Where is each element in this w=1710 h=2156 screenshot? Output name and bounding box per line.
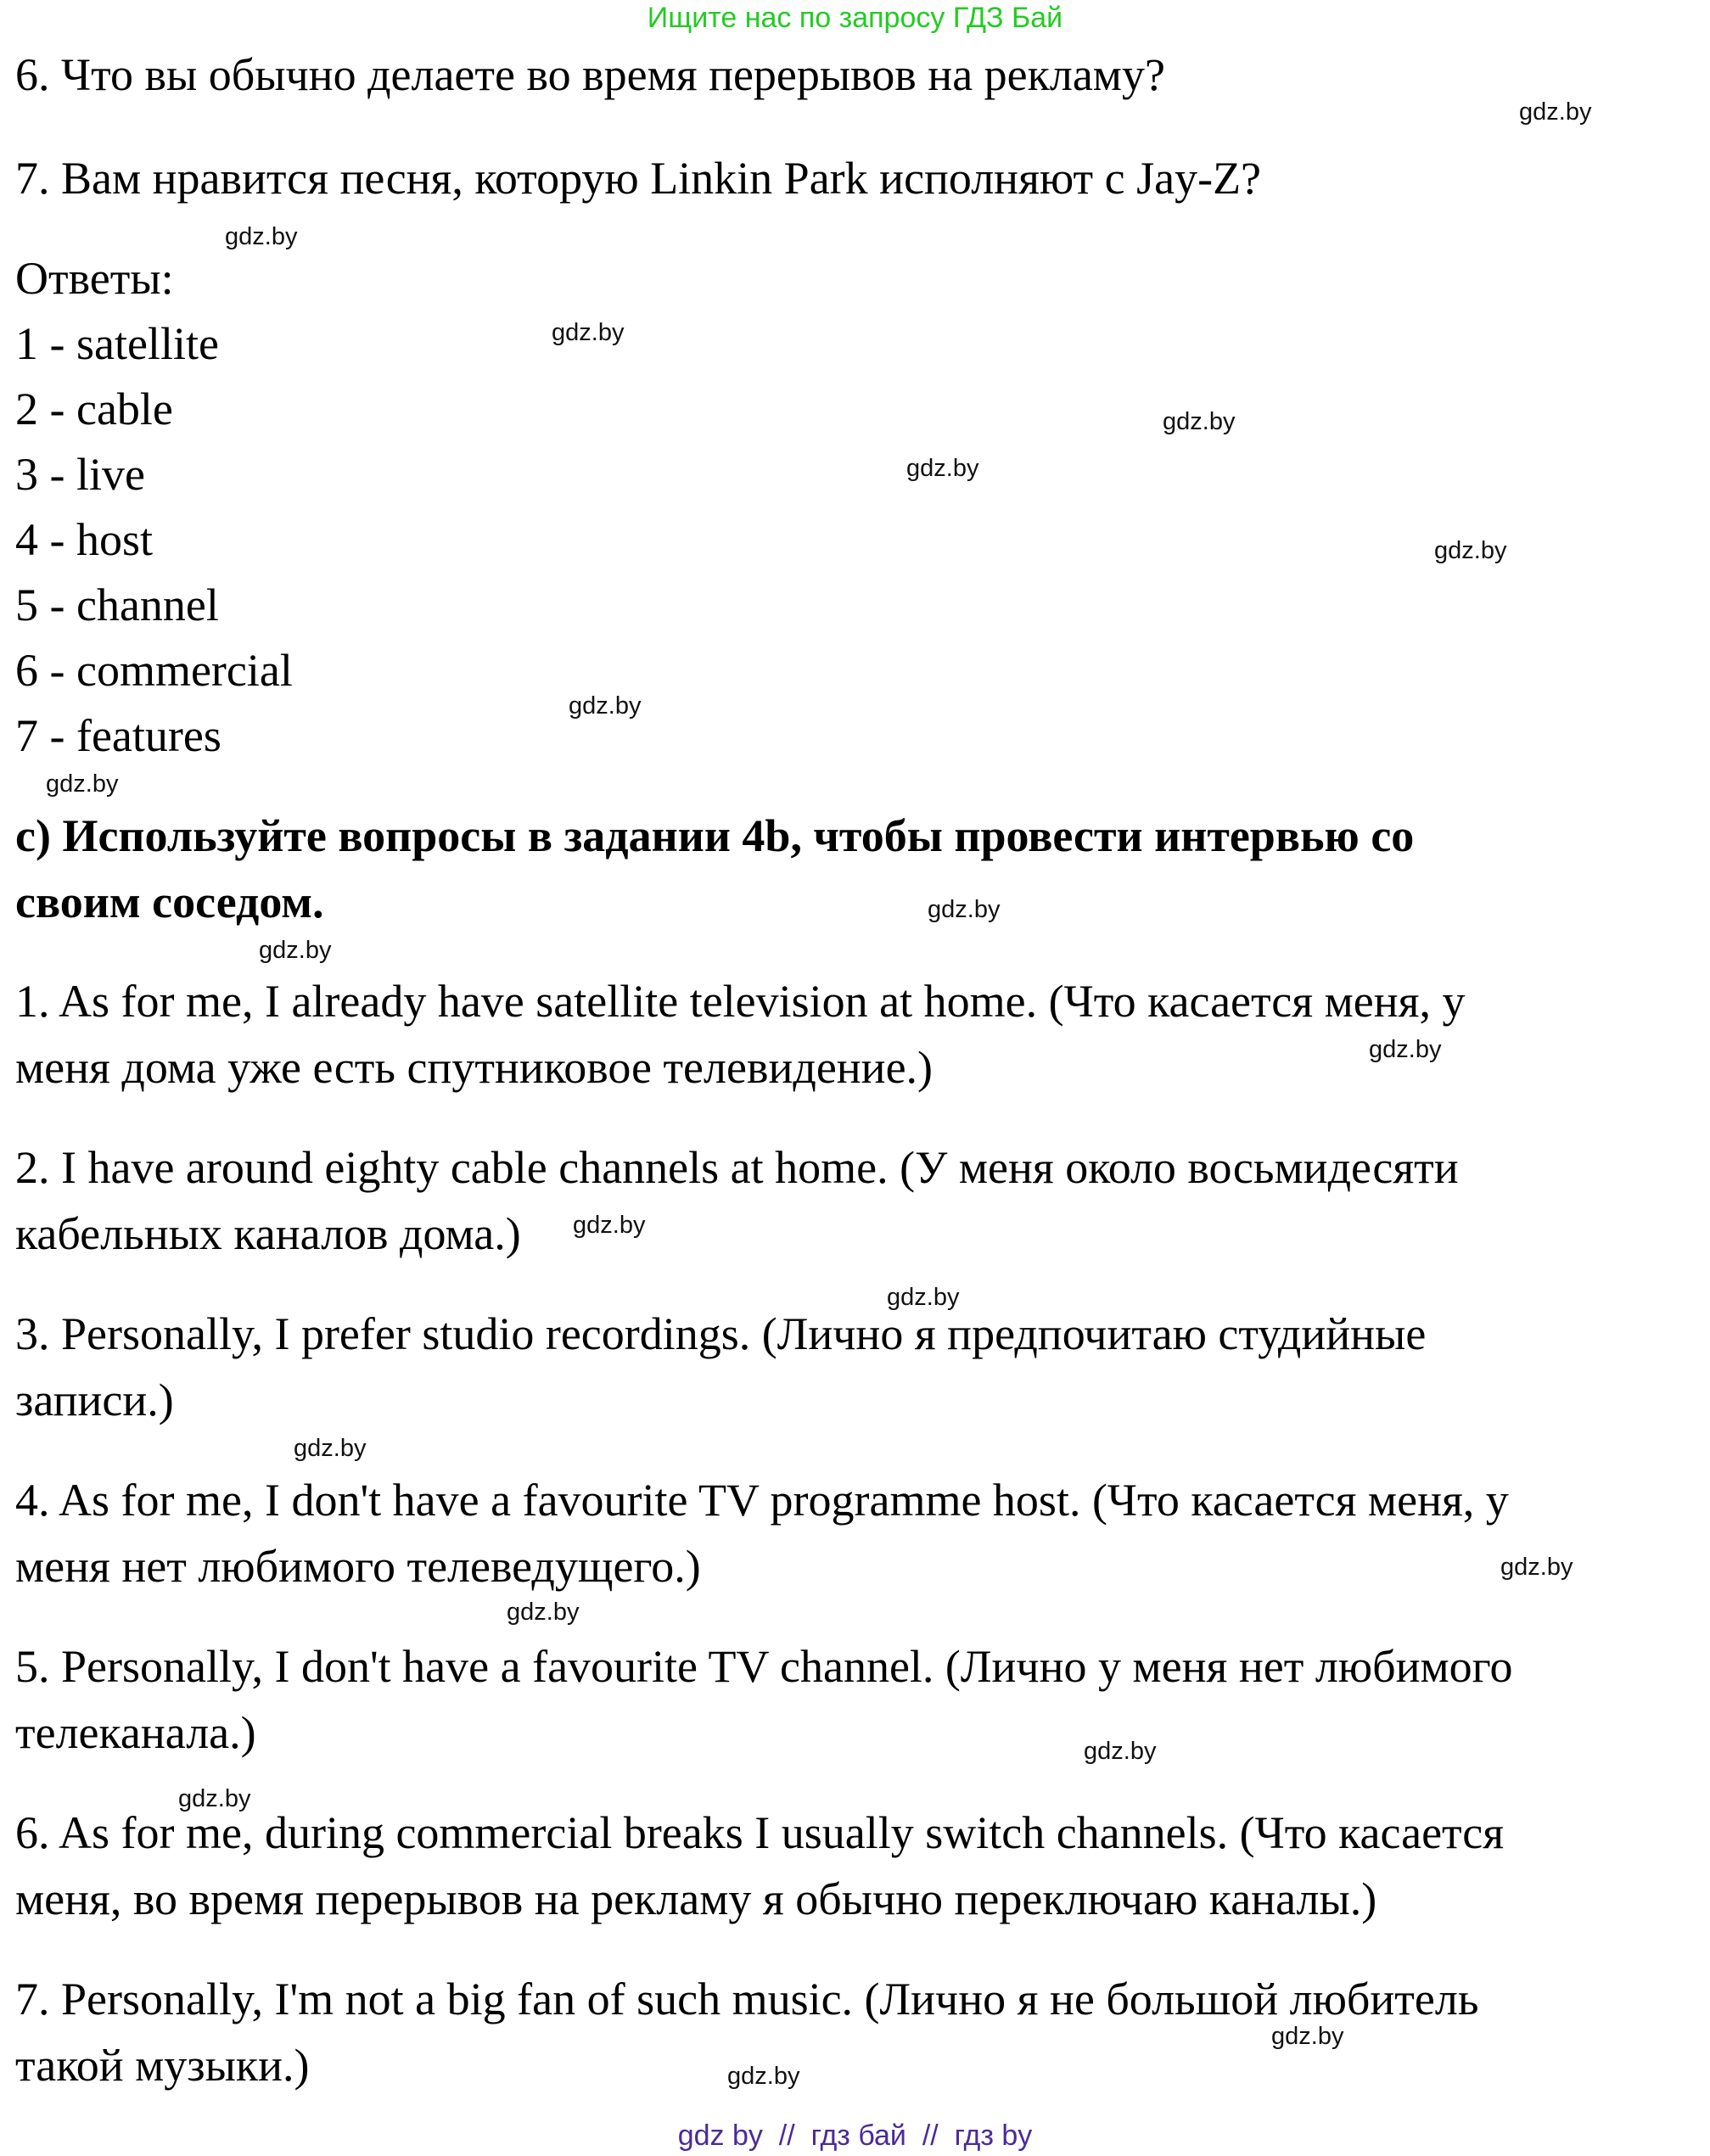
interview-line: кабельных каналов дома.) — [15, 1208, 521, 1259]
watermark: gdz.by — [507, 1599, 580, 1626]
watermark: gdz.by — [727, 2063, 800, 2090]
answers-heading: Ответы: — [15, 253, 174, 304]
interview-line: 4. As for me, I don't have a favourite TV programme host. (Что касается меня, у — [15, 1475, 1509, 1526]
task-c-title-cont: своим соседом. — [15, 876, 324, 927]
question-7: 7. Вам нравится песня, которую Linkin Park исполняют с Jay-Z? — [15, 153, 1262, 204]
watermark: gdz.by — [887, 1284, 960, 1311]
watermark: gdz.by — [178, 1785, 251, 1812]
answer-item: 5 - channel — [15, 580, 219, 630]
interview-line: 7. Personally, I'm not a big fan of such music. (Лично я не большой любитель — [15, 1974, 1479, 2024]
watermark: gdz.by — [906, 455, 979, 482]
interview-line: такой музыки.) — [15, 2040, 310, 2091]
interview-line: телеканала.) — [15, 1707, 256, 1758]
watermark: gdz.by — [1519, 98, 1592, 126]
watermark: gdz.by — [294, 1435, 367, 1462]
watermark: gdz.by — [573, 1212, 646, 1239]
search-hint: Ищите нас по запросу ГДЗ Бай — [647, 2, 1063, 34]
watermark: gdz.by — [1500, 1554, 1573, 1581]
watermark: gdz.by — [259, 937, 332, 964]
watermark: gdz.by — [1084, 1738, 1157, 1765]
footer-links: gdz by // гдз бай // гдз by — [677, 2120, 1033, 2152]
watermark: gdz.by — [1271, 2023, 1344, 2050]
watermark: gdz.by — [569, 692, 642, 720]
question-6: 6. Что вы обычно делаете во время перерывов на рекламу? — [15, 49, 1165, 100]
watermark: gdz.by — [46, 770, 119, 798]
watermark: gdz.by — [1163, 408, 1236, 435]
watermark: gdz.by — [552, 319, 625, 346]
watermark: gdz.by — [225, 223, 298, 250]
interview-line: меня, во время перерывов на рекламу я обычно переключаю каналы.) — [15, 1873, 1377, 1924]
interview-line: 1. As for me, I already have satellite television at home. (Что касается меня, у — [15, 976, 1466, 1027]
answer-item: 1 - satellite — [15, 318, 219, 369]
interview-line: 3. Personally, I prefer studio recordings. (Лично я предпочитаю студийные — [15, 1308, 1427, 1359]
interview-line: 5. Personally, I don't have a favourite TV channel. (Лично у меня нет любимого — [15, 1641, 1513, 1692]
watermark: gdz.by — [1369, 1036, 1442, 1063]
watermark: gdz.by — [1434, 537, 1507, 564]
answer-item: 4 - host — [15, 514, 153, 565]
answer-item: 2 - cable — [15, 384, 173, 434]
interview-line: меня нет любимого телеведущего.) — [15, 1541, 701, 1592]
watermark: gdz.by — [928, 896, 1001, 923]
answer-item: 7 - features — [15, 710, 221, 761]
interview-line: записи.) — [15, 1375, 174, 1425]
answer-item: 6 - commercial — [15, 645, 293, 696]
interview-line: меня дома уже есть спутниковое телевидение.) — [15, 1042, 933, 1093]
task-c-title: c) Используйте вопросы в задании 4b, чтобы провести интервью со — [15, 810, 1415, 861]
answer-item: 3 - live — [15, 449, 145, 500]
interview-line: 6. As for me, during commercial breaks I usually switch channels. (Что касается — [15, 1807, 1505, 1858]
interview-line: 2. I have around eighty cable channels at home. (У меня около восьмидесяти — [15, 1142, 1459, 1193]
